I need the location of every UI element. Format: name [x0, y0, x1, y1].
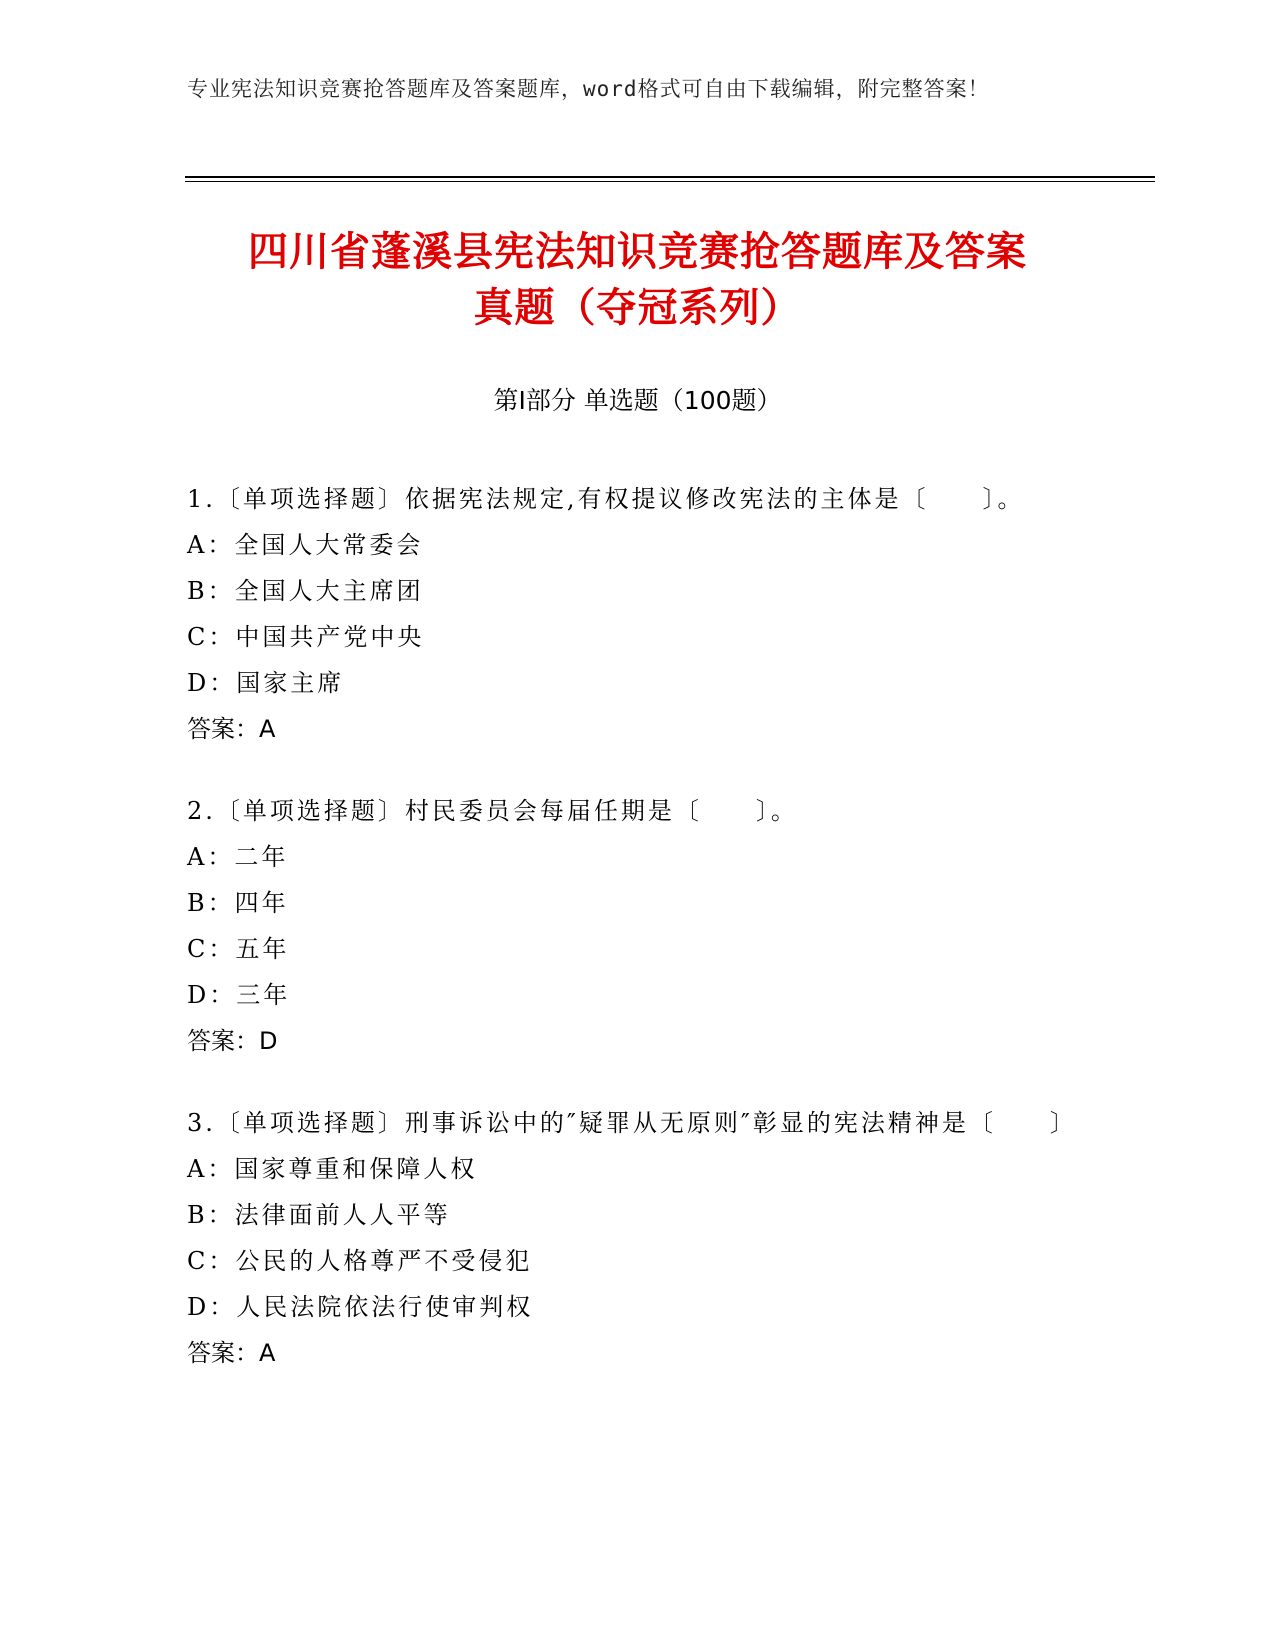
document-title-line-1: 四川省蓬溪县宪法知识竞赛抢答题库及答案	[248, 229, 1027, 275]
option-c: C：公民的人格尊严不受侵犯	[187, 1247, 533, 1275]
header-divider-thin	[185, 181, 1155, 182]
option-a: A：全国人大常委会	[187, 531, 424, 559]
question-stem: 1.〔单项选择题〕依据宪法规定,有权提议修改宪法的主体是〔 〕。	[187, 485, 1025, 513]
question-stem: 2.〔单项选择题〕村民委员会每届任期是〔 〕。	[187, 797, 798, 825]
answer-line: 答案：D	[187, 1027, 278, 1055]
option-a: A：国家尊重和保障人权	[187, 1155, 478, 1183]
answer-line: 答案：A	[187, 715, 276, 743]
question-list	[187, 476, 1087, 1412]
option-d: D：三年	[187, 981, 291, 1009]
question-item	[187, 788, 1087, 1064]
question-stem: 3.〔单项选择题〕刑事诉讼中的″疑罪从无原则″彰显的宪法精神是〔 〕	[187, 1109, 1077, 1137]
question-item	[187, 1100, 1087, 1376]
option-a: A：二年	[187, 843, 289, 871]
section-heading: 第Ⅰ部分 单选题（100题）	[493, 386, 782, 415]
header-note: 专业宪法知识竞赛抢答题库及答案题库，word格式可自由下载编辑，附完整答案！	[187, 77, 990, 101]
option-d: D：人民法院依法行使审判权	[187, 1293, 534, 1321]
answer-line: 答案：A	[187, 1339, 276, 1367]
option-c: C：中国共产党中央	[187, 623, 425, 651]
option-d: D：国家主席	[187, 669, 345, 697]
option-b: B：全国人大主席团	[187, 577, 424, 605]
document-title	[150, 224, 1125, 336]
header-divider	[185, 176, 1155, 178]
option-c: C：五年	[187, 935, 290, 963]
option-b: B：法律面前人人平等	[187, 1201, 451, 1229]
option-b: B：四年	[187, 889, 289, 917]
question-item	[187, 476, 1087, 752]
document-title-line-2: 真题（夺冠系列）	[473, 285, 802, 331]
